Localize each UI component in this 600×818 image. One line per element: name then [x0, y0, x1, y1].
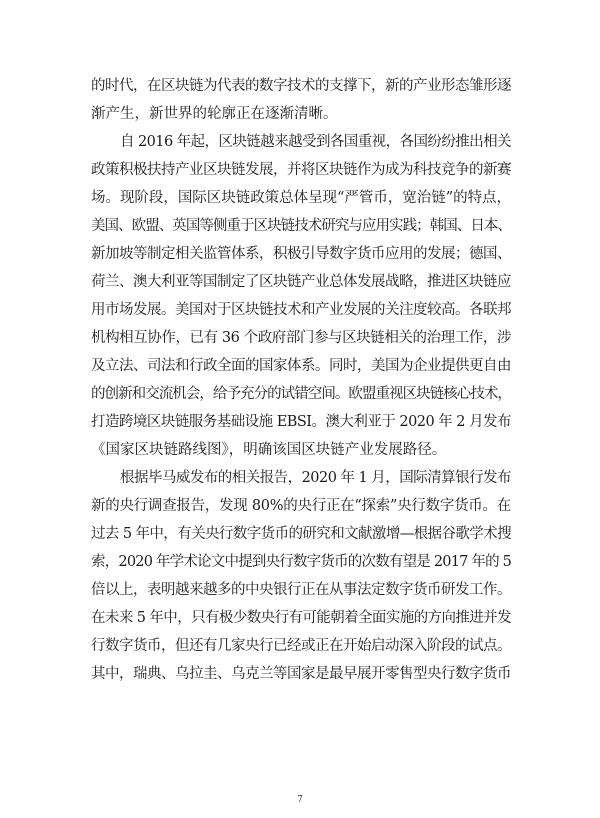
text-line: 根据毕马威发布的相关报告，2020 年 1 月，国际清算银行发布 — [120, 470, 511, 486]
text-line: 索，2020 年学术论文中提到央行数字货币的次数有望是 2017 年的 5 — [91, 554, 511, 570]
text-line: 其中，瑞典、乌拉圭、乌克兰等国家是最早展开零售型央行数字货币 — [91, 666, 511, 682]
text-line: 自 2016 年起，区块链越来越受到各国重视，各国纷纷推出相关 — [120, 134, 511, 150]
page-number: 7 — [297, 795, 303, 805]
text-line: 过去 5 年中，有关央行数字货币的研究和文献激增—根据谷歌学术搜 — [91, 526, 511, 542]
text-line: 的创新和交流机会，给予充分的试错空间。欧盟重视区块链核心技术， — [91, 386, 511, 402]
text-line: 打造跨境区块链服务基础设施 EBSI。澳大利亚于 2020 年 2 月发布 — [91, 414, 511, 430]
text-line: 场。现阶段，国际区块链政策总体呈现“严管币，宽治链”的特点， — [91, 190, 511, 206]
text-line: 新加坡等制定相关监管体系，积极引导数字货币应用的发展；德国、 — [91, 246, 511, 262]
text-line: 的时代，在区块链为代表的数字技术的支撑下，新的产业形态雏形逐 — [91, 78, 511, 94]
text-line: 《国家区块链路线图》，明确该国区块链产业发展路径。 — [91, 442, 447, 458]
body-text — [91, 72, 511, 688]
text-line: 荷兰、澳大利亚等国制定了区块链产业总体发展战略，推进区块链应 — [91, 274, 511, 290]
text-line: 新的央行调查报告，发现 80%的央行正在“探索”央行数字货币。在 — [91, 498, 511, 514]
text-line: 美国、欧盟、英国等侧重于区块链技术研究与应用实践；韩国、日本、 — [91, 218, 511, 234]
text-line: 用市场发展。美国对于区块链技术和产业发展的关注度较高。各联邦 — [91, 302, 511, 318]
text-line: 机构相互协作，已有 36 个政府部门参与区块链相关的治理工作，涉 — [91, 330, 511, 346]
text-line: 在未来 5 年中，只有极少数央行有可能朝着全面实施的方向推进并发 — [91, 610, 511, 626]
text-line: 及立法、司法和行政全面的国家体系。同时，美国为企业提供更自由 — [91, 358, 511, 374]
text-line: 渐产生，新世界的轮廓正在逐渐清晰。 — [91, 106, 338, 122]
text-line: 政策积极扶持产业区块链发展，并将区块链作为成为科技竞争的新赛 — [91, 162, 511, 178]
text-line: 倍以上，表明越来越多的中央银行正在从事法定数字货币研发工作。 — [91, 582, 511, 598]
text-line: 行数字货币，但还有几家央行已经或正在开始启动深入阶段的试点。 — [91, 638, 511, 654]
